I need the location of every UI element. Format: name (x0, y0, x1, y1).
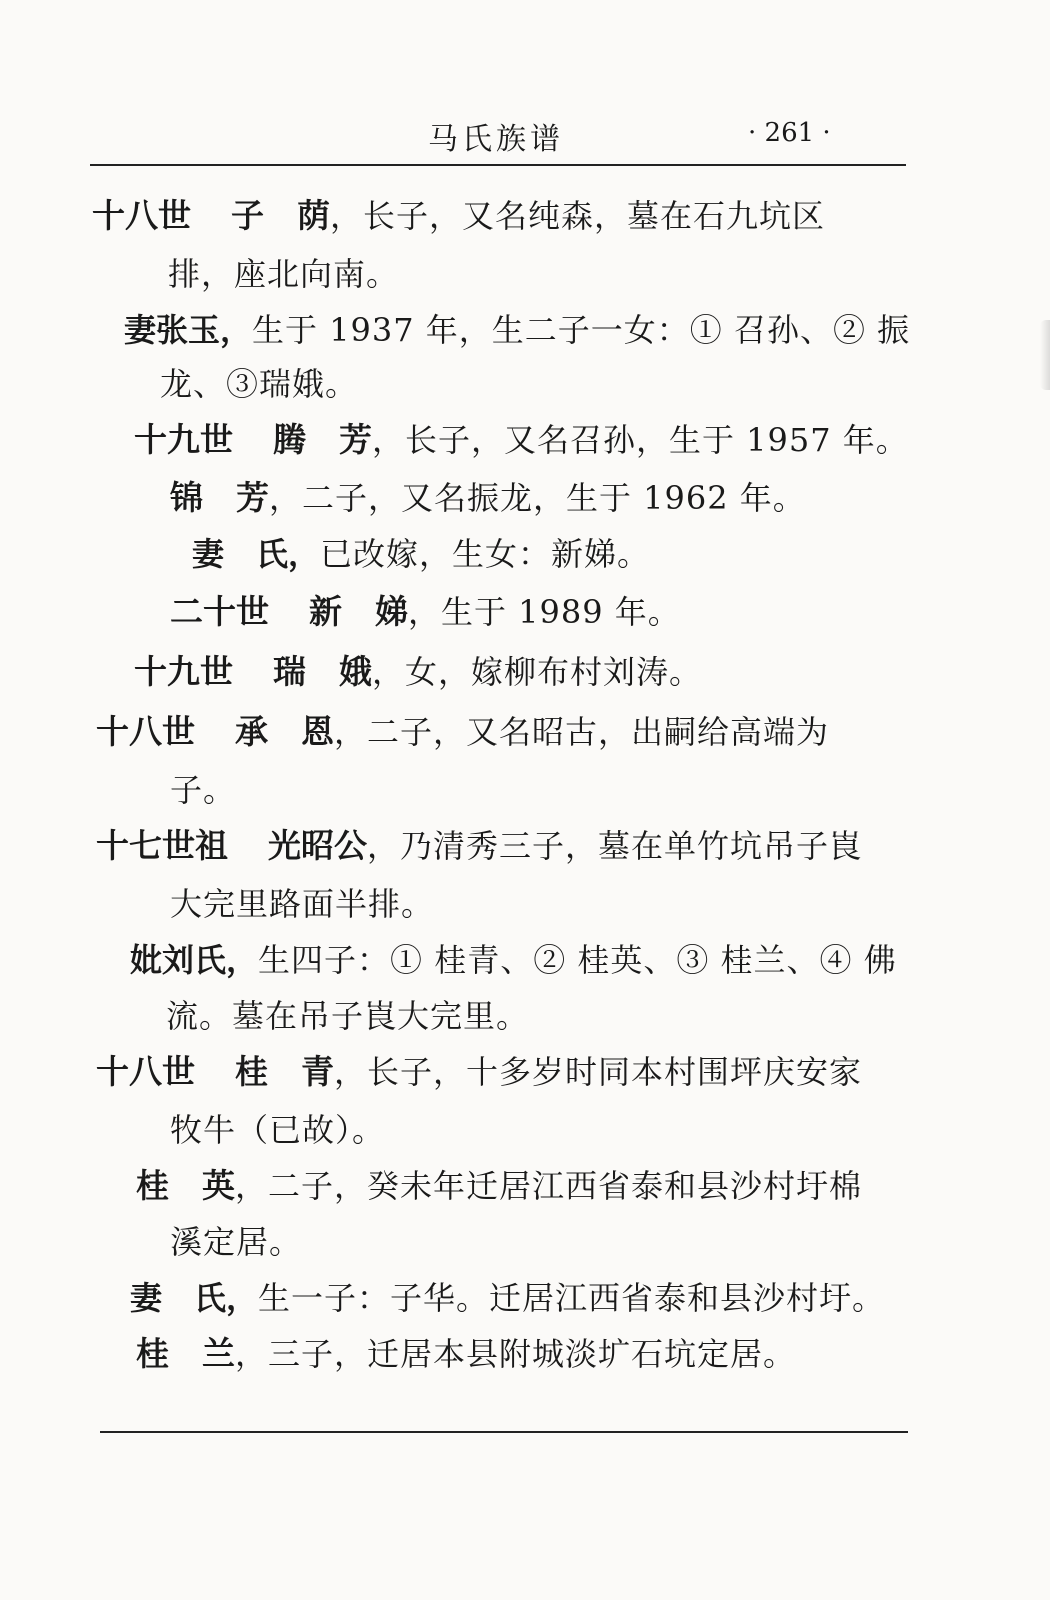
person-name: 瑞 娥 (273, 652, 372, 691)
generation-label: 十八世 (92, 196, 191, 235)
entry-text: ，乃清秀三子，墓在单竹坑吊子崀 (367, 827, 863, 865)
entry-line (134, 652, 702, 692)
entry-line (96, 826, 862, 866)
entry-text: ，长子，又名召孙，生于 1957 年。 (372, 421, 909, 459)
entry-text: 生于 1937 年，生二子一女：① 召孙、② 振 (252, 311, 911, 349)
entry-text: 龙、③瑞娥。 (160, 365, 359, 403)
entry-text: 生四子：① 桂青、② 桂英、③ 桂兰、④ 佛 (258, 941, 897, 979)
generation-label: 十七世祖 (96, 826, 228, 865)
footer-rule (100, 1431, 908, 1433)
entry-continuation (160, 364, 358, 404)
person-name: 承 恩 (235, 712, 334, 751)
entry-text: 牧牛（已故）。 (170, 1111, 386, 1149)
entry-continuation (170, 884, 434, 924)
person-name: 锦 芳 (170, 478, 269, 517)
generation-label: 十九世 (134, 420, 233, 459)
person-name: 子 荫 (231, 196, 330, 235)
generation-label: 二十世 (170, 592, 269, 631)
entry-line (136, 1166, 862, 1206)
entry-text: 子。 (170, 771, 237, 809)
entry-line (96, 712, 829, 752)
page-number: · 261 · (748, 118, 831, 148)
entry-line (92, 196, 825, 236)
entry-line (170, 478, 806, 518)
entry-continuation (170, 770, 236, 810)
generation-label: 十八世 (96, 1052, 195, 1091)
spouse-label: 妻张玉， (124, 311, 253, 349)
person-name: 新 娣 (309, 592, 408, 631)
spouse-label: 妻 氏， (130, 1279, 259, 1317)
entry-text: 已改嫁，生女：新娣。 (320, 535, 651, 573)
entry-text: 生一子：子华。迁居江西省泰和县沙村圩。 (258, 1279, 886, 1317)
person-name: 光昭公 (268, 826, 367, 865)
page-title: 马氏族谱 (428, 122, 564, 157)
entry-text: ，三子，迁居本县附城淡圹石坑定居。 (235, 1335, 797, 1373)
entry-line (96, 1052, 862, 1092)
person-name: 桂 兰 (136, 1334, 235, 1373)
generation-label: 十八世 (96, 712, 195, 751)
entry-text: 排，座北向南。 (168, 255, 400, 293)
entry-text: 大完里路面半排。 (170, 885, 435, 923)
spouse-label: 妻 氏， (192, 535, 321, 573)
spouse-label: 妣刘氏， (130, 941, 259, 979)
entry-continuation (170, 1110, 385, 1150)
entry-continuation (166, 996, 529, 1036)
entry-text: 溪定居。 (170, 1223, 303, 1261)
entry-text: ，二子，又名振龙，生于 1962 年。 (269, 479, 806, 517)
entry-text: ，长子，又名纯森，墓在石九坑区 (330, 197, 826, 235)
entry-line (130, 940, 897, 980)
entry-line (192, 534, 650, 574)
entry-text: ，女，嫁柳布村刘涛。 (372, 653, 703, 691)
entry-line (170, 592, 681, 632)
entry-line (134, 420, 909, 460)
entry-line (130, 1278, 885, 1318)
entry-text: ，二子，癸未年迁居江西省泰和县沙村圩棉 (235, 1167, 863, 1205)
person-name: 腾 芳 (273, 420, 372, 459)
entry-text: 流。墓在吊子崀大完里。 (166, 997, 530, 1035)
scan-edge-shadow (1040, 320, 1050, 390)
entry-continuation (168, 254, 399, 294)
header-rule (90, 164, 906, 166)
entry-line (136, 1334, 796, 1374)
generation-label: 十九世 (134, 652, 233, 691)
person-name: 桂 青 (235, 1052, 334, 1091)
entry-text: ，生于 1989 年。 (408, 593, 681, 631)
entry-line (124, 310, 910, 350)
person-name: 桂 英 (136, 1166, 235, 1205)
entry-text: ，长子，十多岁时同本村围坪庆安家 (334, 1053, 863, 1091)
entry-text: ，二子，又名昭古，出嗣给高端为 (334, 713, 830, 751)
entry-continuation (170, 1222, 302, 1262)
